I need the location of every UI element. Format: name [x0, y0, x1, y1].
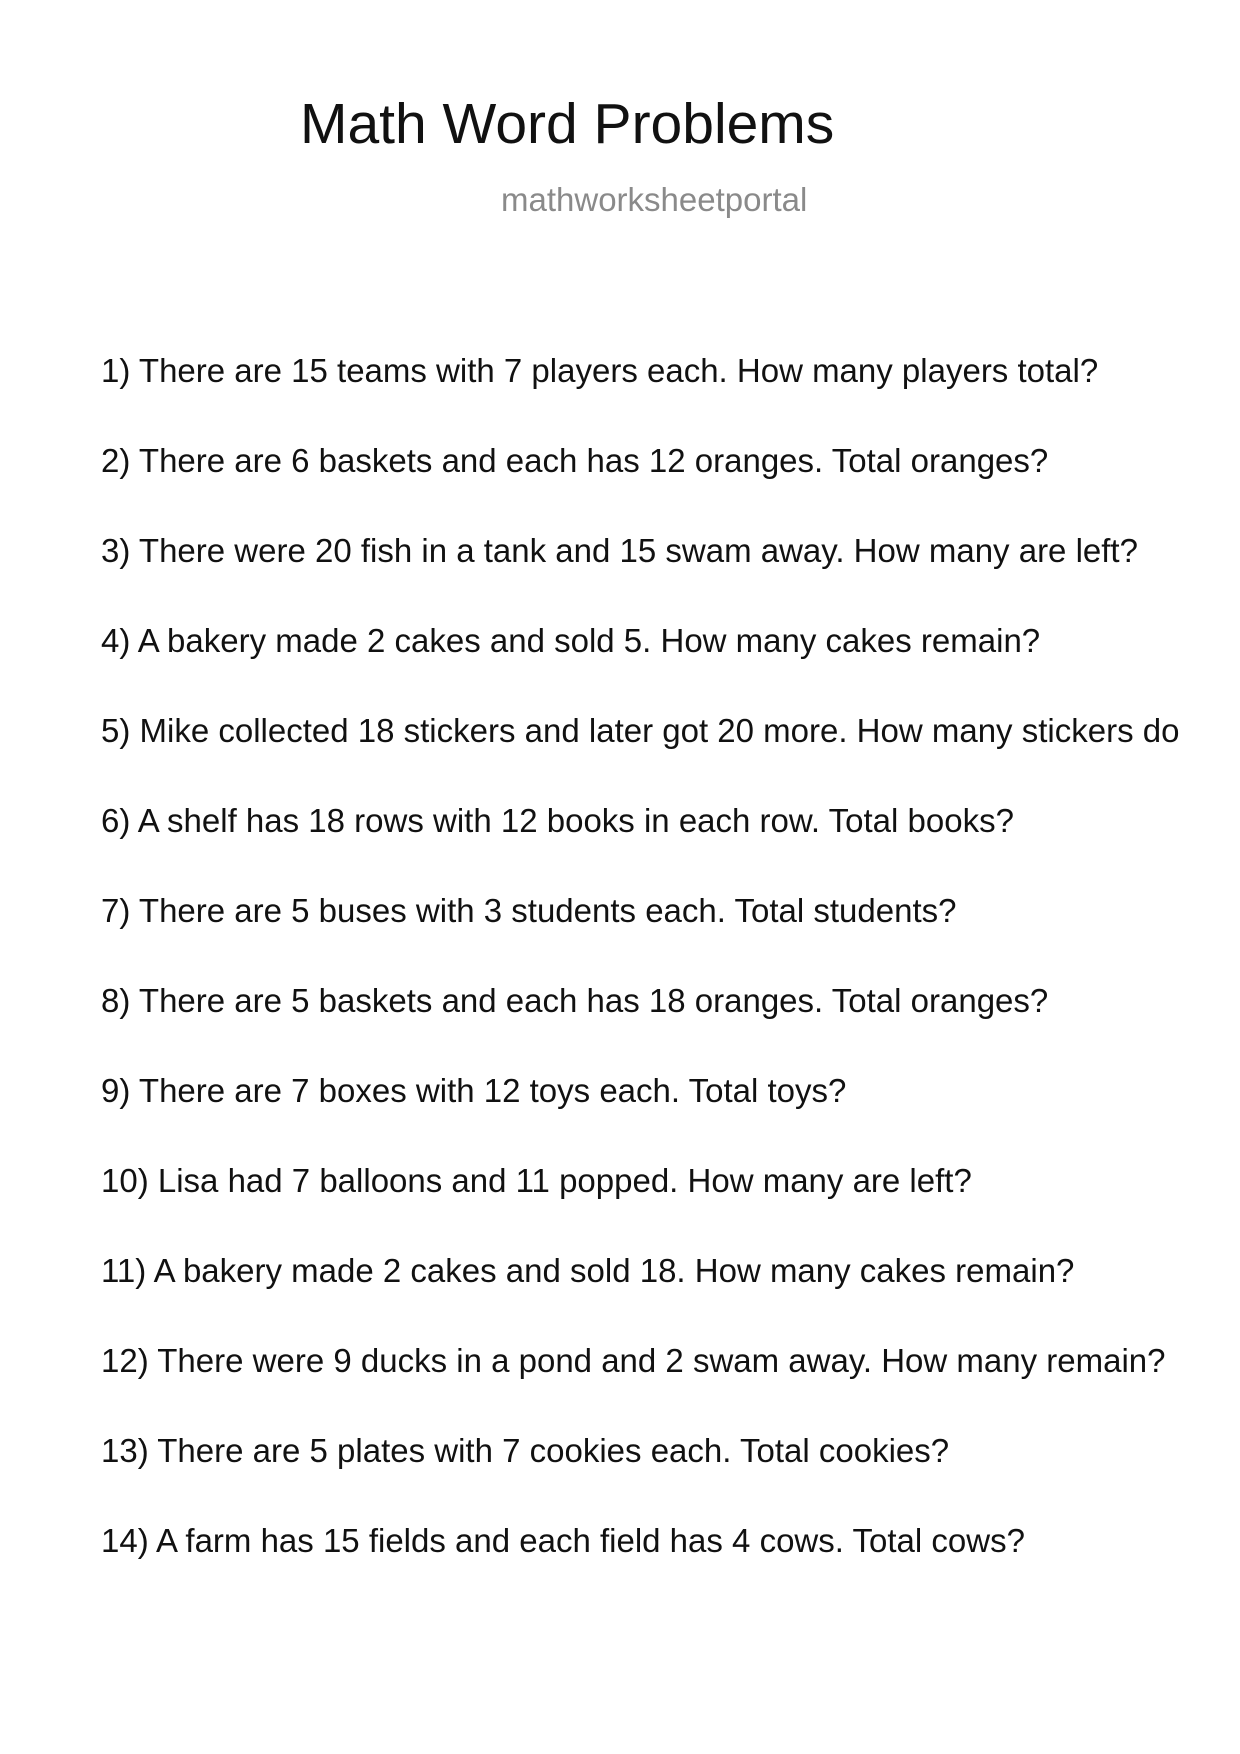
problem-item: 7) There are 5 buses with 3 students each. Total students?: [101, 892, 957, 929]
problem-item: 5) Mike collected 18 stickers and later got 20 more. How many stickers do: [101, 712, 1180, 749]
problem-item: 9) There are 7 boxes with 12 toys each. Total toys?: [101, 1072, 847, 1109]
problem-item: 12) There were 9 ducks in a pond and 2 swam away. How many remain?: [101, 1342, 1166, 1379]
problem-item: 8) There are 5 baskets and each has 18 oranges. Total oranges?: [101, 982, 1049, 1019]
problem-item: 10) Lisa had 7 balloons and 11 popped. How many are left?: [101, 1162, 972, 1199]
problem-item: 3) There were 20 fish in a tank and 15 swam away. How many are left?: [101, 532, 1138, 569]
page-subtitle: mathworksheetportal: [501, 181, 808, 218]
problem-item: 11) A bakery made 2 cakes and sold 18. How many cakes remain?: [101, 1252, 1075, 1289]
page-title: Math Word Problems: [300, 92, 835, 156]
problem-item: 4) A bakery made 2 cakes and sold 5. How many cakes remain?: [101, 622, 1041, 659]
problem-item: 2) There are 6 baskets and each has 12 oranges. Total oranges?: [101, 442, 1049, 479]
problem-list: [101, 351, 1240, 1611]
problem-item: 6) A shelf has 18 rows with 12 books in each row. Total books?: [101, 802, 1014, 839]
problem-item: 1) There are 15 teams with 7 players each. How many players total?: [101, 352, 1099, 389]
problem-item: 14) A farm has 15 fields and each field has 4 cows. Total cows?: [101, 1522, 1025, 1559]
problem-item: 13) There are 5 plates with 7 cookies each. Total cookies?: [101, 1432, 950, 1469]
